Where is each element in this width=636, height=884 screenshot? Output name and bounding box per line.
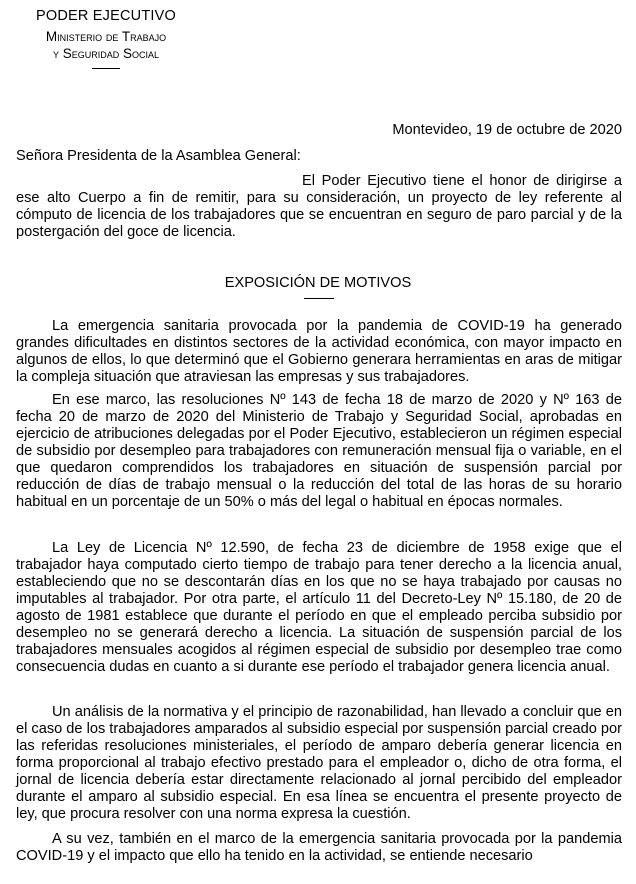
header-ministry-line2: y Seguridad Social — [52, 46, 160, 61]
document-date: Montevideo, 19 de octubre de 2020 — [392, 122, 622, 138]
document-header — [0, 8, 212, 69]
section-divider — [304, 298, 334, 299]
body-paragraph-2: En ese marco, las resoluciones Nº 143 de fecha 18 de marzo de 2020 y Nº 163 de fecha 20 de marzo de 2020 del Ministerio de Trabajo y Seguridad Social, aprobadas en ejercicio de atribuciones delegadas por el Poder Ejecutivo, establecieron un régimen especial de subsidio por desempleo para trabajadores con remuneración mensual fija o variable, en el que quedaron comprendidos los trabajadores en situación de suspensión parcial por reducción de días de trabajo mensual o la reducción del total de las horas de su horario habitual en un porcentaje de un 50% o más del legal o habitual en épocas normales. — [16, 392, 622, 510]
body-paragraph-5: A su vez, también en el marco de la emergencia sanitaria provocada por la pandemia COVID-19 y el impacto que ello ha tenido en la actividad, se entiende necesario — [16, 831, 622, 864]
body-paragraph-4: Un análisis de la normativa y el principio de razonabilidad, han llevado a concluir que en el caso de los trabajadores amparados al subsidio especial por suspensión parcial creado por las referidas resoluciones ministeriales, el período de amparo debería generar licencia en forma proporcional al trabajo efectivo prestado para el empleador o, dicho de otra forma, el jornal de licencia debería estar directamente relacionado al jornal percibido del empleador durante el amparo al subsidio especial. En esa línea se encuentra el presente proyecto de ley, que procura resolver con una norma expresa la cuestión. — [16, 704, 622, 822]
header-ministry-line1: Ministerio de Trabajo — [45, 29, 167, 44]
header-divider — [92, 68, 120, 69]
intro-paragraph: El Poder Ejecutivo tiene el honor de dirigirse a ese alto Cuerpo a fin de remitir, para su consideración, un proyecto de ley referente al cómputo de licencia de los trabajadores que se encuentran en seguro de paro parcial y de la postergación del goce de licencia. — [16, 173, 622, 240]
body-paragraph-1: La emergencia sanitaria provocada por la pandemia de COVID-19 ha generado grandes dificultades en distintos sectores de la actividad económica, con mayor impacto en algunos de ellos, lo que determinó que el Gobierno generara herramientas en aras de mitigar la compleja situación que atraviesan las empresas y sus trabajadores. — [16, 318, 622, 385]
body-paragraph-3: La Ley de Licencia Nº 12.590, de fecha 23 de diciembre de 1958 exige que el trabajador haya computado cierto tiempo de trabajo para tener derecho a la licencia anual, estableciendo que no se descontarán días en los que no se haya trabajado por causas no imputables al trabajador. Por otra parte, el artículo 11 del Decreto-Ley Nº 15.180, de 20 de agosto de 1981 establece que durante el período en que el empleado perciba subsidio por desempleo no se generará derecho a licencia. La situación de suspensión parcial de los trabajadores mensuales acogidos al régimen especial de subsidio por desempleo trae como consecuencia dudas en cuanto a si durante ese período el trabajador genera licencia anual. — [16, 540, 622, 675]
salutation: Señora Presidenta de la Asamblea General: — [16, 148, 301, 164]
section-title: EXPOSICIÓN DE MOTIVOS — [224, 275, 412, 291]
header-title: PODER EJECUTIVO — [36, 8, 176, 24]
